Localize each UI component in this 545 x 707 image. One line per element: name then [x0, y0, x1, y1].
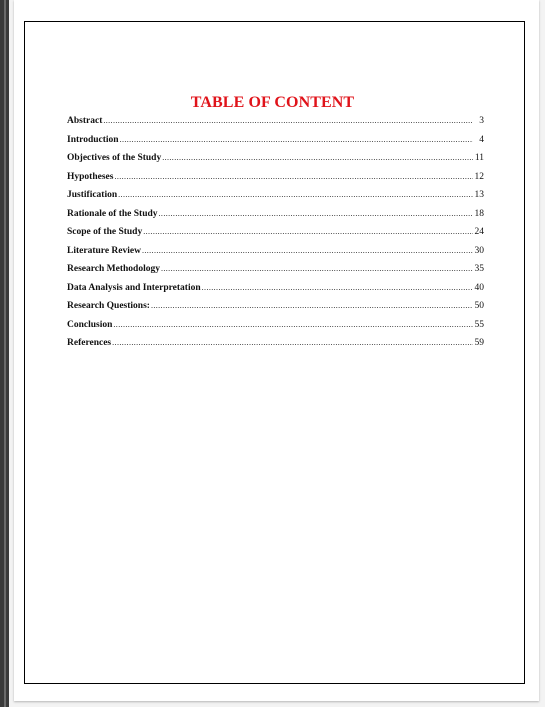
toc-entry-abstract[interactable]: [67, 112, 484, 131]
toc-entry-label: Literature Review: [67, 245, 141, 256]
toc-entry-page: 3: [479, 116, 484, 126]
toc-entry-scope[interactable]: [67, 223, 484, 242]
toc-list: [67, 112, 484, 353]
toc-entry-page: 12: [474, 171, 484, 182]
toc-entry-page: 35: [474, 264, 484, 274]
toc-entry-label: Abstract: [67, 116, 103, 126]
toc-leader-dots: [159, 205, 473, 224]
toc-entry-label: Research Questions:: [67, 301, 150, 311]
toc-entry-data-analysis[interactable]: [67, 279, 484, 298]
toc-entry-label: Rationale of the Study: [67, 208, 158, 219]
toc-entry-conclusion[interactable]: [67, 316, 484, 335]
toc-entry-page: 50: [474, 301, 484, 311]
toc-entry-label: References: [67, 338, 112, 348]
toc-leader-dots: [112, 334, 473, 353]
toc-leader-dots: [162, 149, 473, 168]
toc-leader-dots: [151, 297, 473, 316]
toc-entry-label: Data Analysis and Interpretation: [67, 282, 201, 293]
toc-leader-dots: [120, 131, 473, 150]
toc-entry-label: Justification: [67, 190, 118, 200]
toc-leader-dots: [143, 223, 473, 242]
toc-entry-rationale[interactable]: [67, 205, 484, 224]
toc-entry-label: Objectives of the Study: [67, 153, 162, 163]
toc-entry-objectives[interactable]: [67, 149, 484, 168]
toc-entry-page: 30: [474, 245, 484, 256]
toc-leader-dots: [114, 168, 473, 187]
toc-entry-label: Research Methodology: [67, 264, 160, 274]
toc-entry-page: 55: [474, 319, 484, 330]
toc-entry-research-methodology[interactable]: [67, 260, 484, 279]
toc-entry-justification[interactable]: [67, 186, 484, 205]
toc-entry-references[interactable]: [67, 334, 484, 353]
toc-entry-page: 24: [474, 227, 484, 237]
toc-leader-dots: [142, 242, 473, 261]
toc-entry-page: 4: [479, 134, 484, 145]
toc-entry-hypotheses[interactable]: [67, 168, 484, 187]
toc-entry-label: Hypotheses: [67, 171, 114, 182]
toc-entry-literature-review[interactable]: [67, 242, 484, 261]
toc-entry-label: Introduction: [67, 134, 119, 145]
toc-entry-page: 13: [474, 190, 484, 200]
toc-entry-label: Conclusion: [67, 319, 113, 330]
toc-entry-page: 11: [474, 153, 484, 163]
toc-leader-dots: [161, 260, 473, 279]
toc-entry-page: 40: [474, 282, 484, 293]
toc-leader-dots: [202, 279, 473, 298]
toc-title: TABLE OF CONTENT: [190, 94, 355, 111]
toc-entry-research-questions[interactable]: [67, 297, 484, 316]
toc-entry-introduction[interactable]: [67, 131, 484, 150]
toc-leader-dots: [103, 112, 473, 131]
toc-entry-label: Scope of the Study: [67, 227, 143, 237]
toc-entry-page: 59: [474, 338, 484, 348]
toc-entry-page: 18: [474, 208, 484, 219]
toc-leader-dots: [113, 316, 473, 335]
toc-leader-dots: [118, 186, 473, 205]
